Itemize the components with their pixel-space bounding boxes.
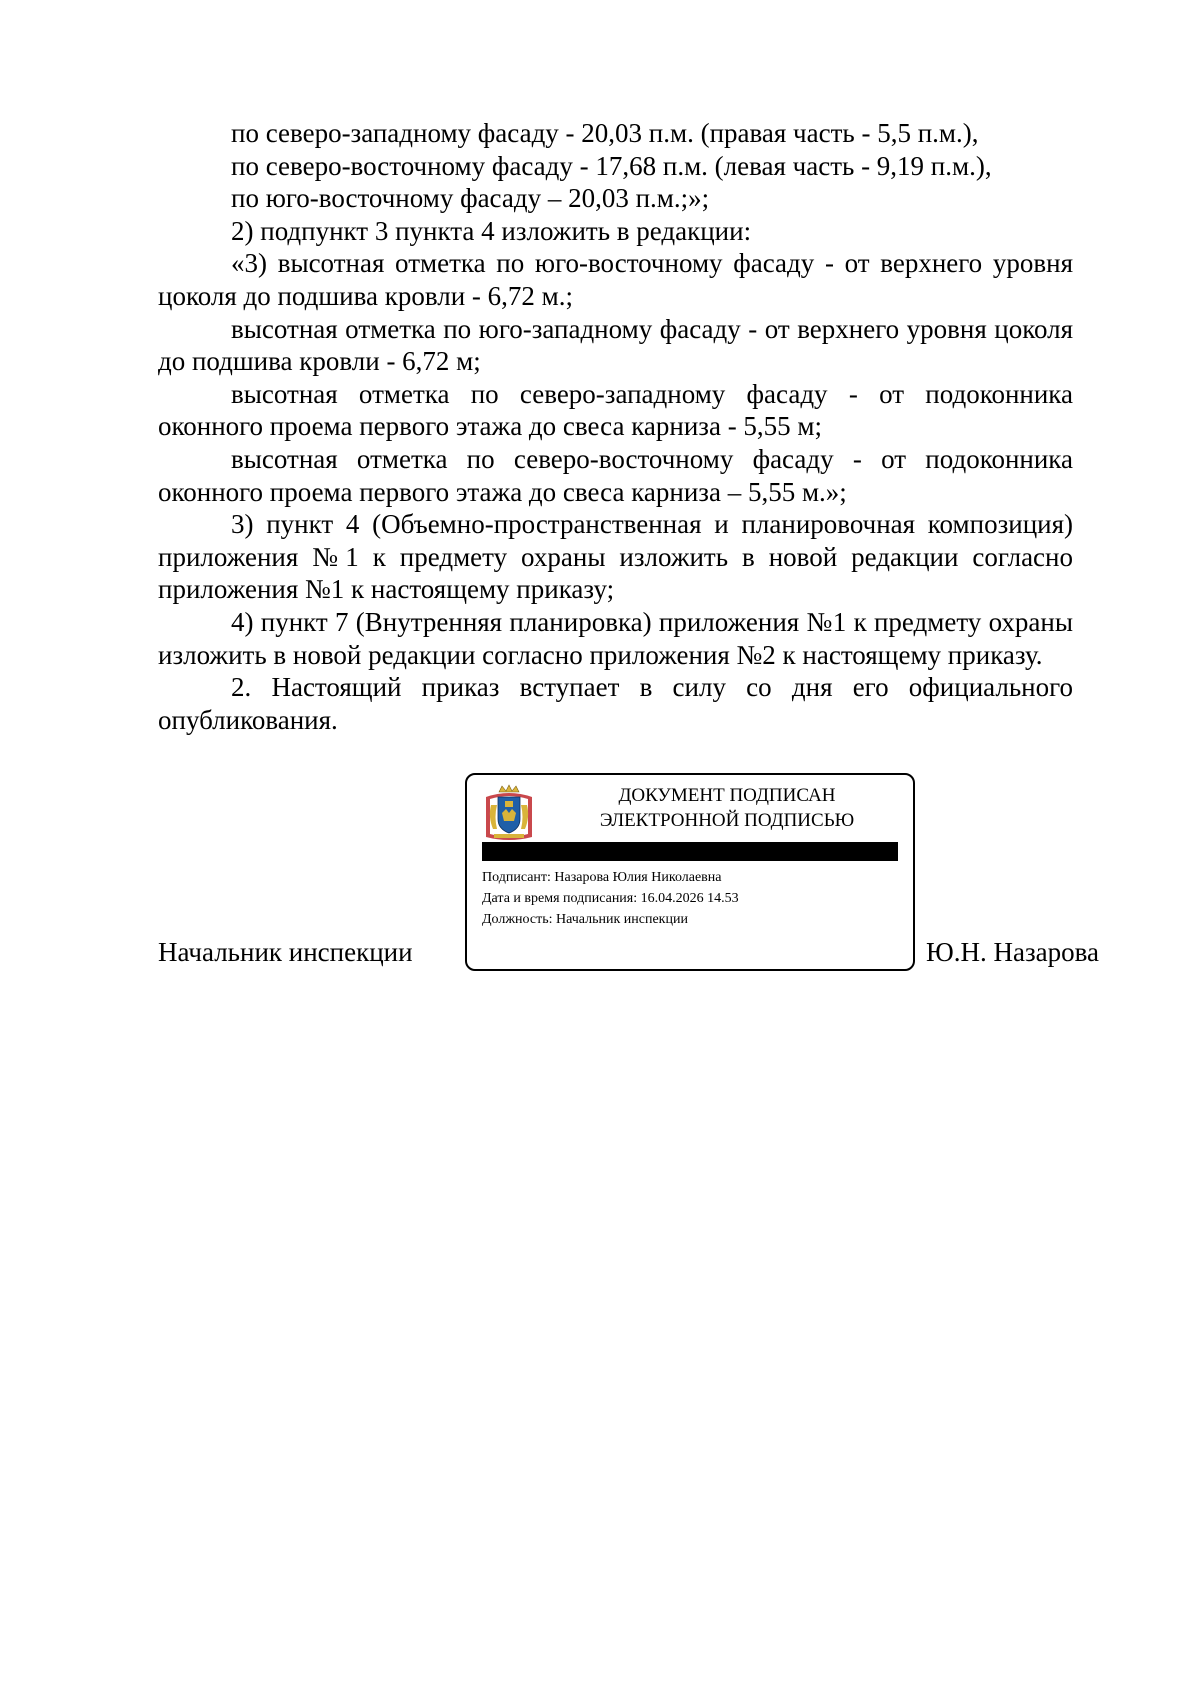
- paragraph-item-3: 3) пункт 4 (Объемно-пространственная и планировочная композиция) приложения №1 к предмету охраны изложить в новой редакции согласно приложения №1 к настоящему приказу;: [158, 509, 1073, 605]
- paragraph-nw-facade: по северо-западному фасаду - 20,03 п.м. (правая часть - 5,5 п.м.),: [231, 118, 979, 148]
- paragraph-effective-date: 2. Настоящий приказ вступает в силу со дня его официального опубликования.: [158, 672, 1073, 735]
- stamp-header-line-1: ДОКУМЕНТ ПОДПИСАН: [618, 785, 836, 806]
- paragraph-item-2: 2) подпункт 3 пункта 4 изложить в редакции:: [231, 215, 752, 246]
- paragraph-height-nw: высотная отметка по северо-западному фасаду - от подоконника оконного проема первого этажа до свеса карниза - 5,55 м;: [158, 378, 1073, 442]
- signer-name: Ю.Н. Назарова: [926, 937, 1100, 967]
- stamp-header: [547, 783, 907, 833]
- paragraph-se-facade: по юго-восточному фасаду – 20,03 п.м.;»;: [231, 183, 710, 214]
- certificate-redaction-bar: [482, 842, 898, 861]
- paragraph-ne-facade: по северо-восточному фасаду - 17,68 п.м. (левая часть - 9,19 п.м.),: [231, 150, 992, 181]
- signer-position-label: Начальник инспекции: [158, 937, 413, 967]
- paragraph-height-se: «3) высотная отметка по юго-восточному фасаду - от верхнего уровня цоколя до подшива кровли - 6,72 м.;: [158, 248, 1073, 311]
- electronic-signature-stamp: [465, 773, 915, 971]
- stamp-signer: Подписант: Назарова Юлия Николаевна: [482, 870, 722, 885]
- paragraph-item-4: 4) пункт 7 (Внутренняя планировка) приложения №1 к предмету охраны изложить в новой редакции согласно приложения №2 к настоящему приказу.: [158, 606, 1073, 670]
- stamp-position: Должность: Начальник инспекции: [482, 912, 688, 927]
- paragraph-height-sw: высотная отметка по юго-западному фасаду - от верхнего уровня цоколя до подшива кровли - 6,72 м;: [158, 313, 1073, 377]
- stamp-datetime: Дата и время подписания: 16.04.2026 14.53: [482, 891, 739, 906]
- document-body: [158, 117, 1073, 736]
- coat-of-arms-icon: [482, 783, 536, 843]
- stamp-header-line-2: ЭЛЕКТРОННОЙ ПОДПИСЬЮ: [599, 810, 855, 831]
- stamp-details: [482, 867, 739, 930]
- paragraph-height-ne: высотная отметка по северо-восточному фасаду - от подоконника оконного проема первого этажа до свеса карниза – 5,55 м.»;: [158, 443, 1073, 507]
